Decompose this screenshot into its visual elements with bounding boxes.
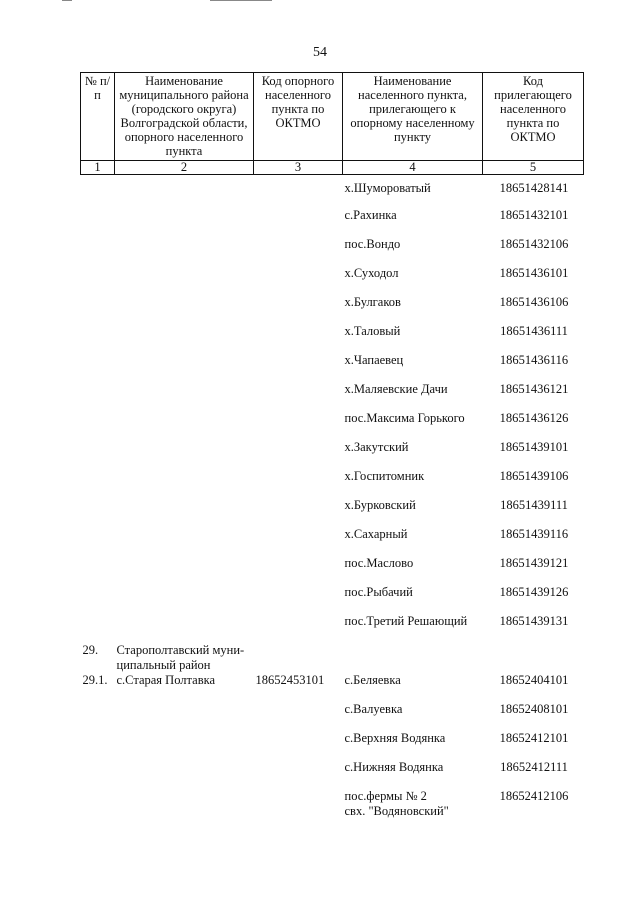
adjacent-settlement-code: 18651436116 xyxy=(499,353,569,367)
adjacent-settlement-code: 18651436126 xyxy=(499,411,569,425)
table-body xyxy=(81,175,584,820)
district-name xyxy=(115,382,254,411)
header-number: № п/п xyxy=(81,73,115,161)
adjacent-settlement-name: с.Верхняя Водянка xyxy=(344,731,446,745)
district-name xyxy=(115,702,254,731)
adjacent-settlement-name: пос.Рыбачий xyxy=(344,585,413,599)
adjacent-settlement-name: х.Таловый xyxy=(344,324,401,338)
header-core-code: Код опорного населенного пункта по ОКТМО xyxy=(254,73,343,161)
table-row xyxy=(81,175,584,209)
adjacent-settlement-code: 18651436111 xyxy=(500,324,568,338)
column-number-row xyxy=(81,161,584,175)
adjacent-settlement-code: 18652408101 xyxy=(499,702,569,716)
adjacent-settlement-name: с.Беляевка xyxy=(344,673,401,687)
column-number: 4 xyxy=(343,161,483,175)
district-name xyxy=(115,469,254,498)
row-number xyxy=(81,440,115,469)
adjacent-settlement-name: с.Рахинка xyxy=(344,208,397,222)
header-district: Наименование муниципального района (городского округа) Волгоградской области, опорного населенного пункта xyxy=(115,73,254,161)
core-settlement-code xyxy=(254,760,343,789)
core-settlement-code xyxy=(254,643,343,673)
district-name xyxy=(115,731,254,760)
adjacent-settlement-name: пос.Максима Горького xyxy=(344,411,465,425)
adjacent-settlement-code: 18651439106 xyxy=(499,469,569,483)
district-name xyxy=(115,353,254,382)
row-number xyxy=(81,702,115,731)
adjacent-settlement-name: пос.Вондо xyxy=(344,237,401,251)
district-name xyxy=(115,324,254,353)
adjacent-settlement-name: х.Чапаевец xyxy=(344,353,404,367)
adjacent-settlement-name: пос.Третий Решающий xyxy=(344,614,468,628)
adjacent-settlement-code: 18652412111 xyxy=(500,760,568,774)
district-name xyxy=(115,208,254,237)
table-row xyxy=(81,527,584,556)
table-row xyxy=(81,498,584,527)
core-settlement-code xyxy=(254,353,343,382)
table-row xyxy=(81,440,584,469)
district-name xyxy=(115,237,254,266)
table-row xyxy=(81,208,584,237)
district-name xyxy=(115,789,254,819)
core-settlement-code xyxy=(254,702,343,731)
table-row xyxy=(81,237,584,266)
adjacent-settlement-name: х.Шумороватый xyxy=(344,181,431,195)
row-number xyxy=(81,324,115,353)
row-number xyxy=(81,353,115,382)
row-number xyxy=(81,266,115,295)
adjacent-settlement-code: 18651439126 xyxy=(499,585,569,599)
district-name: Старополтавский муни- ципальный район xyxy=(116,643,245,672)
adjacent-settlement-name: пос.фермы № 2 свх. "Водяновский" xyxy=(344,789,449,818)
core-settlement-code xyxy=(254,731,343,760)
adjacent-settlement-code: 18651439116 xyxy=(499,527,569,541)
header-row xyxy=(81,73,584,161)
adjacent-settlement-code: 18652404101 xyxy=(499,673,569,687)
header-adjacent-settlement: Наименование населенного пункта, прилегающего к опорному населенному пункту xyxy=(343,73,483,161)
core-settlement-code xyxy=(254,585,343,614)
core-settlement-code xyxy=(254,469,343,498)
row-number xyxy=(81,760,115,789)
table-row xyxy=(81,702,584,731)
core-settlement-code xyxy=(254,237,343,266)
adjacent-settlement-name: х.Булгаков xyxy=(344,295,401,309)
core-settlement-code xyxy=(254,295,343,324)
adjacent-settlement-code: 18652412106 xyxy=(499,789,569,803)
district-name xyxy=(115,527,254,556)
page-number: 54 xyxy=(313,45,327,60)
table-row xyxy=(81,411,584,440)
district-name xyxy=(115,266,254,295)
district-name xyxy=(115,498,254,527)
table-row xyxy=(81,643,584,673)
district-name xyxy=(115,614,254,643)
core-settlement-code xyxy=(254,208,343,237)
table-row xyxy=(81,469,584,498)
scan-edge-mark xyxy=(62,0,72,1)
district-name xyxy=(115,175,254,209)
district-name xyxy=(115,295,254,324)
district-name xyxy=(115,440,254,469)
adjacent-settlement-name: х.Суходол xyxy=(344,266,399,280)
district-name xyxy=(115,556,254,585)
table-header xyxy=(81,73,584,175)
row-number xyxy=(81,556,115,585)
table-row xyxy=(81,673,584,702)
adjacent-settlement-name: х.Маляевские Дачи xyxy=(344,382,448,396)
header-adjacent-code: Код прилегающего населенного пункта по ОКТМО xyxy=(483,73,584,161)
table-row xyxy=(81,266,584,295)
row-number xyxy=(81,237,115,266)
adjacent-settlement-code: 18651432106 xyxy=(499,237,569,251)
row-number xyxy=(81,469,115,498)
core-settlement-code xyxy=(254,614,343,643)
adjacent-settlement-code: 18651439121 xyxy=(499,556,569,570)
adjacent-settlement-name: х.Госпитомник xyxy=(344,469,425,483)
adjacent-settlement-name xyxy=(343,643,483,673)
adjacent-settlement-code: 18651439101 xyxy=(499,440,569,454)
core-settlement-code xyxy=(254,324,343,353)
adjacent-settlement-code: 18652412101 xyxy=(499,731,569,745)
table-row xyxy=(81,731,584,760)
row-number xyxy=(81,411,115,440)
adjacent-settlement-code: 18651439131 xyxy=(499,614,569,628)
core-settlement-code xyxy=(254,498,343,527)
scan-edge-mark xyxy=(210,0,272,1)
table-row xyxy=(81,324,584,353)
row-number: 29.1. xyxy=(82,673,108,687)
table-row xyxy=(81,353,584,382)
adjacent-settlement-name: х.Сахарный xyxy=(344,527,408,541)
core-settlement-code xyxy=(254,440,343,469)
column-number: 5 xyxy=(483,161,584,175)
row-number xyxy=(81,527,115,556)
adjacent-settlement-code: 18651436106 xyxy=(499,295,569,309)
row-number xyxy=(81,382,115,411)
row-number xyxy=(81,175,115,209)
table-row xyxy=(81,760,584,789)
row-number: 29. xyxy=(82,643,99,657)
adjacent-settlement-name: х.Бурковский xyxy=(344,498,416,512)
row-number xyxy=(81,208,115,237)
row-number xyxy=(81,498,115,527)
table-row xyxy=(81,295,584,324)
row-number xyxy=(81,295,115,324)
column-number: 1 xyxy=(81,161,115,175)
settlements-table xyxy=(80,72,584,819)
district-name xyxy=(115,585,254,614)
adjacent-settlement-code: 18651428141 xyxy=(499,181,569,195)
row-number xyxy=(81,585,115,614)
table-row xyxy=(81,614,584,643)
adjacent-settlement-code xyxy=(483,643,584,673)
core-settlement-code xyxy=(254,789,343,819)
table-row xyxy=(81,789,584,819)
adjacent-settlement-code: 18651432101 xyxy=(499,208,569,222)
core-settlement-code xyxy=(254,175,343,209)
adjacent-settlement-name: пос.Маслово xyxy=(344,556,414,570)
table-row xyxy=(81,556,584,585)
column-number: 2 xyxy=(115,161,254,175)
adjacent-settlement-name: х.Закутский xyxy=(344,440,409,454)
district-name: с.Старая Полтавка xyxy=(116,673,216,687)
adjacent-settlement-code: 18651436101 xyxy=(499,266,569,280)
core-settlement-code xyxy=(254,527,343,556)
district-name xyxy=(115,760,254,789)
row-number xyxy=(81,731,115,760)
column-number: 3 xyxy=(254,161,343,175)
core-settlement-code xyxy=(254,411,343,440)
core-settlement-code: 18652453101 xyxy=(255,673,325,687)
core-settlement-code xyxy=(254,266,343,295)
core-settlement-code xyxy=(254,556,343,585)
row-number xyxy=(81,789,115,819)
core-settlement-code xyxy=(254,382,343,411)
table-row xyxy=(81,382,584,411)
adjacent-settlement-name: с.Валуевка xyxy=(344,702,403,716)
adjacent-settlement-code: 18651439111 xyxy=(500,498,568,512)
row-number xyxy=(81,614,115,643)
table-row xyxy=(81,585,584,614)
district-name xyxy=(115,411,254,440)
adjacent-settlement-name: с.Нижняя Водянка xyxy=(344,760,444,774)
adjacent-settlement-code: 18651436121 xyxy=(499,382,569,396)
